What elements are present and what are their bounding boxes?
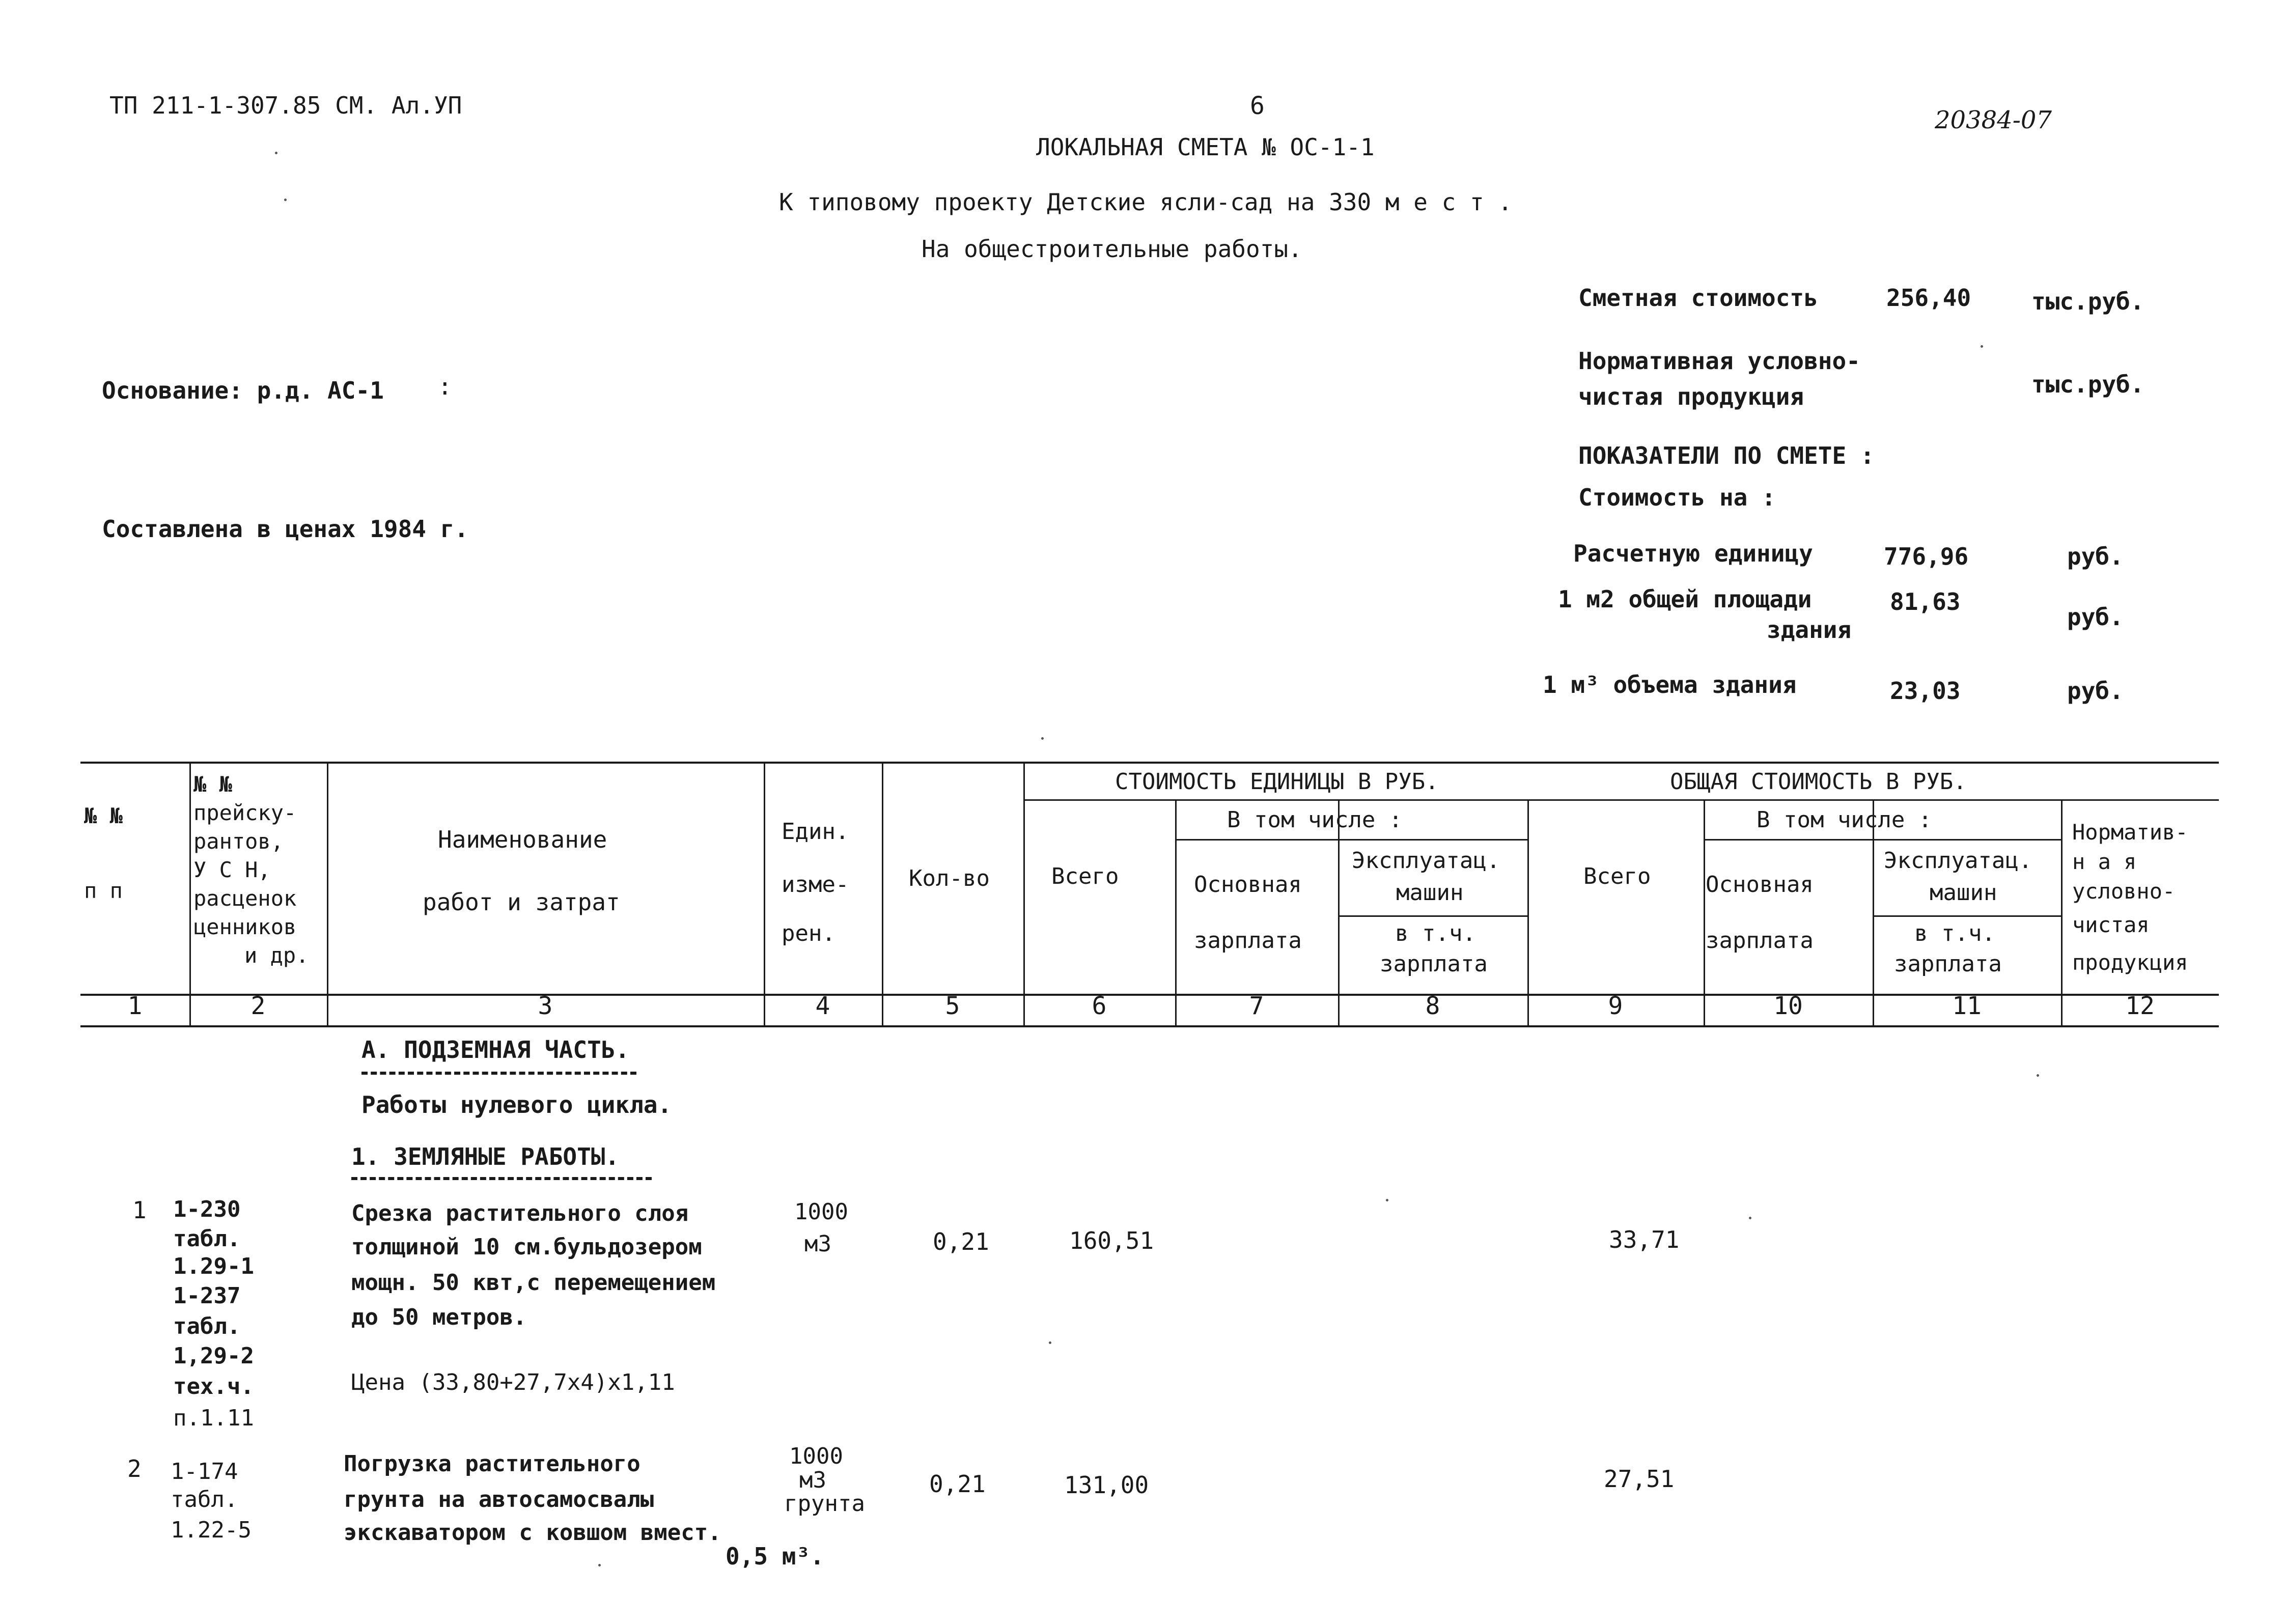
total-salary-header: зарплата xyxy=(1706,928,1814,954)
price-year-text: Составлена в ценах 1984 г. xyxy=(102,515,469,543)
column-number: 12 xyxy=(2125,992,2155,1020)
column-number: 8 xyxy=(1425,992,1440,1020)
col5-header: Кол-во xyxy=(909,865,990,891)
numbers-bottom-rule xyxy=(80,1025,2219,1027)
row-code-line: 1,29-2 xyxy=(173,1343,254,1369)
col12-header-line1: Норматив- xyxy=(2072,820,2188,845)
incl-rule-right xyxy=(1705,839,2061,841)
row-code-line: 1-174 xyxy=(171,1459,238,1485)
row-code-line: табл. xyxy=(173,1226,241,1252)
normative-label-line1: Нормативная условно- xyxy=(1578,347,1860,375)
incl-rule-left xyxy=(1176,839,1527,841)
estimate-cost-label: Сметная стоимость xyxy=(1578,284,1818,312)
col-divider xyxy=(764,762,765,1025)
row-code-line: 1.22-5 xyxy=(171,1517,252,1543)
row-total: 33,71 xyxy=(1609,1226,1680,1253)
col4-header-line2: изме- xyxy=(782,872,849,898)
col-divider xyxy=(189,762,191,1025)
row-work-name-line: до 50 метров. xyxy=(351,1304,527,1330)
col2-header-line6: ценников xyxy=(193,914,297,939)
calc-unit-value: 776,96 xyxy=(1884,543,1969,570)
unit-cost-group-header: СТОИМОСТЬ ЕДИНИЦЫ В РУБ. xyxy=(1115,769,1439,795)
total-total-header: Всего xyxy=(1583,863,1651,889)
col12-header-line5: продукция xyxy=(2072,950,2188,975)
col2-header-line3: рантов, xyxy=(193,829,284,854)
calc-unit-label: Расчетную единицу xyxy=(1573,540,1813,567)
row-code-line: п.1.11 xyxy=(173,1405,254,1431)
unit-expl-header-line2: машин xyxy=(1396,880,1464,906)
row-code-line: 1-237 xyxy=(173,1283,241,1309)
total-incl-header: В том числе : xyxy=(1757,807,1932,833)
col2-header-line4: У С Н, xyxy=(193,857,271,882)
document-subtitle-2: На общестроительные работы. xyxy=(922,235,1302,263)
row-price-note: Цена (33,80+27,7х4)х1,11 xyxy=(351,1369,675,1395)
col3-header-line2: работ и затрат xyxy=(423,888,620,916)
m2-label-line2: здания xyxy=(1767,616,1852,643)
col12-header-line2: н а я xyxy=(2072,849,2137,874)
row-code-line: табл. xyxy=(171,1487,238,1513)
scan-speck xyxy=(275,152,277,154)
column-number: 4 xyxy=(815,992,830,1020)
column-number: 6 xyxy=(1092,992,1107,1020)
normative-unit: тыс.руб. xyxy=(2031,371,2144,398)
col3-header-line1: Наименование xyxy=(438,826,607,853)
m2-value: 81,63 xyxy=(1890,588,1961,615)
colon-mark: : xyxy=(438,373,452,400)
unit-total-header: Всего xyxy=(1051,863,1119,889)
total-cost-group-header: ОБЩАЯ СТОИМОСТЬ В РУБ. xyxy=(1670,769,1967,795)
col4-header-line1: Един. xyxy=(782,819,849,845)
m2-label-line1: 1 м2 общей площади xyxy=(1558,585,1812,613)
normative-label-line2: чистая продукция xyxy=(1578,383,1804,410)
column-number: 1 xyxy=(127,992,143,1020)
section-earthworks: 1. ЗЕМЛЯНЫЕ РАБОТЫ. xyxy=(351,1143,620,1170)
scan-speck xyxy=(284,199,287,201)
row-unit-line: грунта xyxy=(784,1491,865,1517)
column-number: 9 xyxy=(1608,992,1623,1020)
total-expl-header-line2: машин xyxy=(1930,880,1997,906)
unit-incl-header: В том числе : xyxy=(1227,807,1403,833)
column-number: 5 xyxy=(945,992,960,1020)
total-incl-salary-line2: зарплата xyxy=(1894,951,2002,977)
row-code-line: тех.ч. xyxy=(173,1374,254,1399)
section-part-a-underline xyxy=(361,1072,636,1075)
row-unit-line: 1000 xyxy=(794,1199,848,1225)
archive-number: 20384-07 xyxy=(1935,106,2052,134)
scan-speck xyxy=(2037,1074,2039,1077)
m3-unit: руб. xyxy=(2067,677,2124,705)
indicators-label: ПОКАЗАТЕЛИ ПО СМЕТЕ : xyxy=(1578,442,1875,469)
page-number: 6 xyxy=(1250,92,1265,120)
estimate-cost-unit: тыс.руб. xyxy=(2031,288,2144,315)
basis-text: Основание: р.д. АС-1 xyxy=(102,377,384,404)
total-incl-salary-line1: в т.ч. xyxy=(1914,920,1995,946)
col2-header-line2: прейску- xyxy=(193,800,297,825)
row-unit-line: м3 xyxy=(804,1231,831,1257)
row-quantity: 0,21 xyxy=(929,1470,986,1498)
calc-unit-unit: руб. xyxy=(2067,543,2124,570)
estimate-cost-value: 256,40 xyxy=(1886,284,1971,312)
row-work-name-line: экскаватором с ковшом вмест. xyxy=(344,1520,721,1546)
row-code-line: табл. xyxy=(173,1313,241,1339)
unit-salary-header: зарплата xyxy=(1194,928,1302,954)
row-work-name-line: толщиной 10 см.бульдозером xyxy=(351,1234,702,1260)
scan-speck xyxy=(1749,1217,1751,1219)
row-quantity: 0,21 xyxy=(933,1228,989,1255)
section-part-a: А. ПОДЗЕМНАЯ ЧАСТЬ. xyxy=(361,1036,630,1063)
col4-header-line3: рен. xyxy=(782,920,835,946)
scan-speck xyxy=(1049,1341,1051,1344)
row-unit-total: 131,00 xyxy=(1064,1471,1149,1499)
col1-header-line2: п п xyxy=(84,878,123,903)
col2-header-line5: расценок xyxy=(193,886,297,911)
col2-header-line1: № № xyxy=(193,772,232,797)
unit-basic-header: Основная xyxy=(1194,872,1302,898)
m2-unit: руб. xyxy=(2067,603,2124,631)
col-divider xyxy=(882,762,883,1025)
table-top-rule xyxy=(80,762,2219,764)
document-reference: ТП 211-1-307.85 СМ. Ал.УП xyxy=(109,92,462,119)
section-zero-cycle: Работы нулевого цикла. xyxy=(361,1091,672,1118)
group-rule xyxy=(1024,799,2219,801)
document-title: ЛОКАЛЬНАЯ СМЕТА № ОС-1-1 xyxy=(1036,133,1375,161)
m3-value: 23,03 xyxy=(1890,677,1961,705)
row-unit-line: 1000 xyxy=(789,1443,843,1469)
col1-header-line1: № № xyxy=(84,803,123,828)
column-number: 7 xyxy=(1249,992,1264,1020)
column-number: 11 xyxy=(1952,992,1982,1020)
row-work-name-line: мощн. 50 квт,с перемещением xyxy=(351,1270,716,1296)
col12-header-line4: чистая xyxy=(2072,912,2150,937)
row-work-name-line: грунта на автосамосвалы xyxy=(344,1487,654,1513)
total-basic-header: Основная xyxy=(1706,872,1814,898)
section-earthworks-underline xyxy=(351,1177,652,1180)
column-number: 2 xyxy=(250,992,266,1020)
scan-speck xyxy=(598,1564,601,1566)
row-number: 1 xyxy=(132,1196,147,1224)
scan-speck xyxy=(1386,1199,1388,1201)
unit-expl-header-line1: Эксплуатац. xyxy=(1352,848,1500,874)
scan-speck xyxy=(1981,345,1983,348)
expl-rule-right xyxy=(1874,915,2061,917)
row-total: 27,51 xyxy=(1604,1465,1675,1493)
row-work-name-line: Срезка растительного слоя xyxy=(351,1200,689,1226)
row-number: 2 xyxy=(127,1455,142,1482)
cost-on-label: Стоимость на : xyxy=(1578,484,1776,511)
expl-rule-left xyxy=(1339,915,1527,917)
row-unit-line: м3 xyxy=(799,1467,826,1493)
row-work-name-line: Погрузка растительного xyxy=(344,1451,640,1477)
unit-incl-salary-line2: зарплата xyxy=(1380,951,1488,977)
total-expl-header-line1: Эксплуатац. xyxy=(1884,848,2032,874)
unit-incl-salary-line1: в т.ч. xyxy=(1395,920,1476,946)
row-code-line: 1-230 xyxy=(173,1196,241,1222)
col12-header-line3: условно- xyxy=(2072,879,2176,904)
row-unit-total: 160,51 xyxy=(1069,1227,1154,1254)
column-number: 10 xyxy=(1773,992,1803,1020)
col-divider xyxy=(1023,762,1025,1025)
row-work-name-tail: 0,5 м³. xyxy=(726,1543,824,1570)
col-divider xyxy=(327,762,328,1025)
m3-label: 1 м³ объема здания xyxy=(1543,671,1797,698)
scan-speck xyxy=(1041,737,1044,740)
row-code-line: 1.29-1 xyxy=(173,1253,254,1279)
column-number: 3 xyxy=(538,992,553,1020)
document-subtitle: К типовому проекту Детские ясли-сад на 330 м е с т . xyxy=(779,188,1513,216)
col2-header-line7: и др. xyxy=(244,943,309,968)
